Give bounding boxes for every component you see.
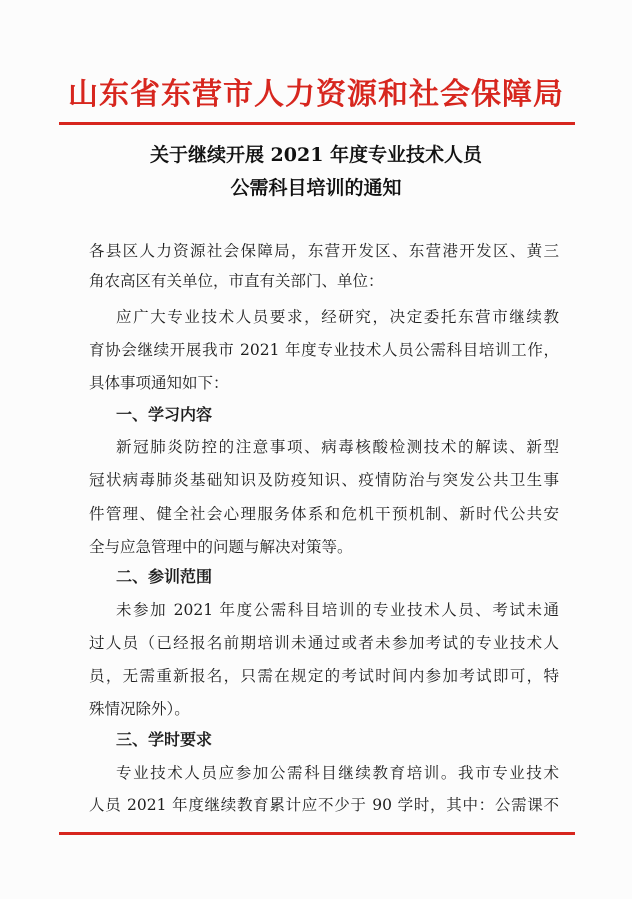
paragraph-line: 专业技术人员应参加公需科目继续教育培训。我市专业技术 [116,764,559,782]
document-title-line-2: 公需科目培训的通知 [230,177,402,199]
salutation-line: 各县区人力资源社会保障局，东营开发区、东营港开发区、黄三 [89,242,559,260]
agency-header: 山东省东营市人力资源和社会保障局 [68,77,564,112]
paragraph-line: 未参加 2021 年度公需科目培训的专业技术人员、考试未通 [116,601,559,619]
salutation-line: 角农高区有关单位，市直有关部门、单位： [89,272,384,290]
paragraph-line: 员，无需重新报名，只需在规定的考试时间内参加考试即可，特 [89,667,559,685]
document-title-line-1: 关于继续开展 2021 年度专业技术人员 [149,144,483,166]
section-heading: 三、学时要求 [116,730,213,749]
intro-line: 育协会继续开展我市 2021 年度专业技术人员公需科目培训工作， [89,341,559,359]
intro-line: 具体事项通知如下： [89,374,229,392]
paragraph-line: 人员 2021 年度继续教育累计应不少于 90 学时，其中：公需课不 [89,796,559,814]
paragraph-line: 过人员（已经报名前期培训未通过或者未参加考试的专业技术人 [89,634,559,652]
section-heading: 二、参训范围 [116,567,213,586]
intro-line: 应广大专业技术人员要求，经研究，决定委托东营市继续教 [116,308,559,326]
paragraph-line: 全与应急管理中的问题与解决对策等。 [89,538,353,556]
footer-red-rule [59,832,575,835]
paragraph-line: 冠状病毒肺炎基础知识及防疫知识、疫情防治与突发公共卫生事 [89,471,559,489]
section-heading: 一、学习内容 [116,405,213,424]
header-red-rule [59,122,575,125]
paragraph-line: 殊情况除外）。 [89,700,190,718]
paragraph-line: 新冠肺炎防控的注意事项、病毒核酸检测技术的解读、新型 [116,438,559,456]
paragraph-line: 件管理、健全社会心理服务体系和危机干预机制、新时代公共安 [89,505,559,523]
